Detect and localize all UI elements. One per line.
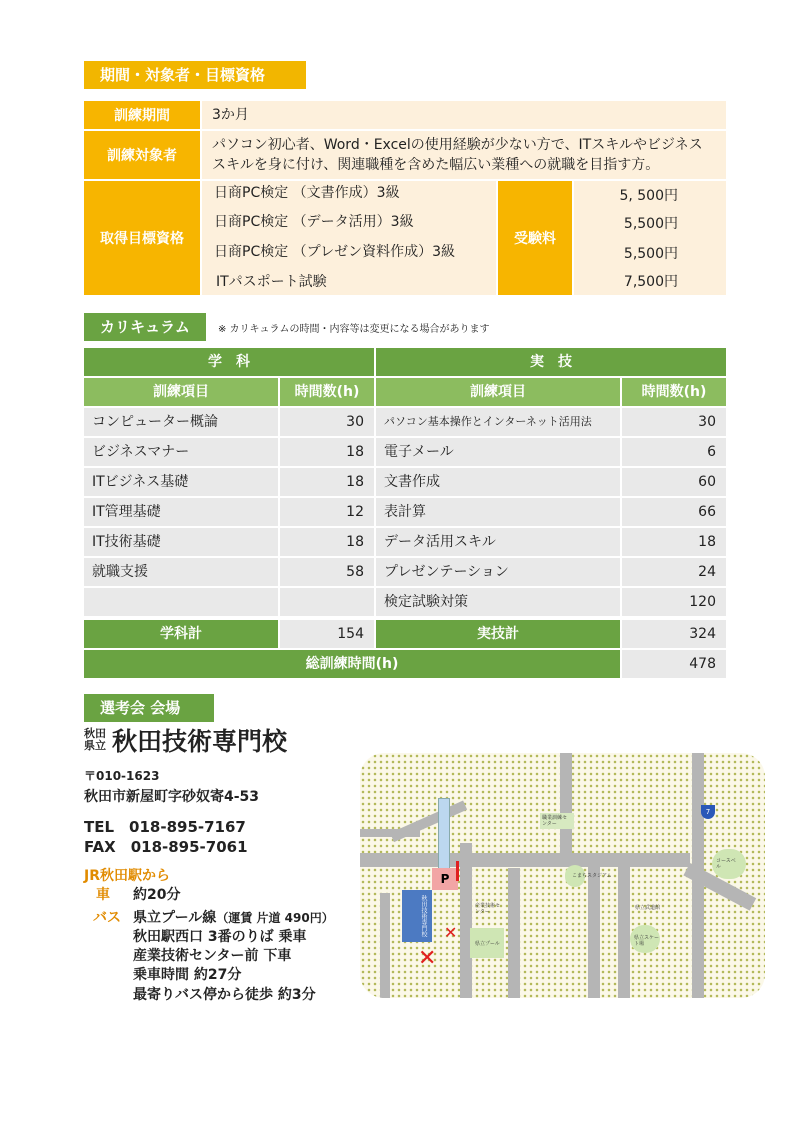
- road-vertical-3: [560, 753, 572, 853]
- section-title-period: 期間・対象者・目標資格: [84, 61, 306, 89]
- practice-col-item: 訓練項目: [376, 378, 620, 406]
- bus-line4: 乗車時間 約27分: [133, 967, 242, 983]
- qualification-table: [84, 101, 726, 295]
- period-value: 3か月: [202, 101, 726, 129]
- bus-line2: 秋田駅西口 3番のりば 乗車: [133, 929, 307, 945]
- road-west-stub: [360, 829, 420, 837]
- theory-item: 就職支援: [84, 558, 278, 586]
- school-building: 秋田技術専門校: [402, 890, 432, 942]
- cert-name-4: ITパスポート試験: [216, 274, 327, 290]
- practice-hours: 6: [622, 438, 726, 466]
- postal-code: 〒010-1623: [84, 769, 160, 783]
- map-label-center: 職業訓練センター: [540, 813, 574, 829]
- tel: TEL 018-895-7167: [84, 818, 246, 836]
- theory-item: [84, 588, 278, 616]
- target-label: 訓練対象者: [84, 131, 200, 179]
- bus-route: 県立プール線: [133, 910, 217, 926]
- parking-icon: P: [432, 868, 458, 890]
- fee-2: 5,500円: [623, 216, 678, 232]
- theory-col-item: 訓練項目: [84, 378, 278, 406]
- theory-item: ビジネスマナー: [84, 438, 278, 466]
- target-value: [202, 131, 726, 179]
- bus-line5: 最寄りバス停から徒歩 約3分: [133, 987, 316, 1003]
- theory-hours: 18: [280, 528, 374, 556]
- cert-label: 取得目標資格: [84, 181, 200, 295]
- practice-item: 表計算: [376, 498, 620, 526]
- route-arrow-icon: [456, 861, 459, 881]
- practice-total-label: 実技計: [376, 620, 620, 648]
- bus-fare: （運賃 片道 490円）: [216, 911, 334, 925]
- theory-hours: 58: [280, 558, 374, 586]
- cert-name-3: 日商PC検定 （プレゼン資料作成）3級: [214, 244, 456, 260]
- practice-item: パソコン基本操作とインターネット活用法: [376, 408, 620, 436]
- map-label-stadium: こまちスタジアム: [572, 873, 612, 879]
- curriculum-note: ※ カリキュラムの時間・内容等は変更になる場合があります: [218, 324, 490, 335]
- bus-line1: [133, 907, 334, 927]
- road-vertical-5: [618, 865, 630, 998]
- theory-hours: 18: [280, 438, 374, 466]
- practice-item: 検定試験対策: [376, 588, 620, 616]
- cert-name-2: 日商PC検定 （データ活用）3級: [214, 214, 414, 230]
- practice-item: プレゼンテーション: [376, 558, 620, 586]
- school-name: 秋田技術専門校: [112, 727, 288, 756]
- fee-4: 7,500円: [623, 274, 678, 290]
- theory-col-hours: 時間数(h): [280, 378, 374, 406]
- section-title-curriculum: カリキュラム: [84, 313, 206, 341]
- practice-hours: 60: [622, 468, 726, 496]
- theory-hours: [280, 588, 374, 616]
- practice-item: 文書作成: [376, 468, 620, 496]
- theory-item: コンピューター概論: [84, 408, 278, 436]
- road-vertical-4: [588, 865, 600, 998]
- access-heading: JR秋田駅から: [84, 868, 170, 884]
- theory-hours: 18: [280, 468, 374, 496]
- theory-hours: 12: [280, 498, 374, 526]
- theory-total-label: 学科計: [84, 620, 278, 648]
- address: 秋田市新屋町字砂奴寄4-53: [84, 789, 260, 805]
- school-prefix-1: 秋田: [84, 727, 106, 740]
- practice-hours: 30: [622, 408, 726, 436]
- map-label-pool: 県立プール: [475, 941, 500, 947]
- theory-total: 154: [280, 620, 374, 648]
- closed-marker-icon: ✕: [418, 946, 437, 971]
- grand-total: 478: [622, 650, 726, 678]
- grand-total-label: 総訓練時間(h): [84, 650, 620, 678]
- cert-name-1: 日商PC検定 （文書作成）3級: [214, 185, 400, 201]
- practice-item: 電子メール: [376, 438, 620, 466]
- target-line1: パソコン初心者、Word・Excelの使用経験が少ない方で、ITスキルやビジネス: [212, 137, 703, 153]
- fee-label: 受験料: [498, 181, 572, 295]
- theory-item: IT技術基礎: [84, 528, 278, 556]
- practice-hours: 66: [622, 498, 726, 526]
- road-vertical-1: [460, 843, 472, 998]
- practice-item: データ活用スキル: [376, 528, 620, 556]
- fee-list: [574, 181, 726, 295]
- road-vertical-2: [508, 868, 520, 998]
- period-label: 訓練期間: [84, 101, 200, 129]
- car-value: 約20分: [133, 887, 181, 903]
- school-prefix: [84, 728, 106, 752]
- cert-list: [202, 181, 496, 295]
- practice-col-hours: 時間数(h): [622, 378, 726, 406]
- road-horizontal-main: [360, 853, 690, 867]
- bus-label: バス: [93, 910, 121, 926]
- access-map: [360, 753, 765, 998]
- map-label-budokan: 県立武道館: [635, 905, 661, 911]
- map-label-industry: 産業技術センター: [475, 903, 501, 915]
- map-label-skate: 県立スケート場: [634, 935, 660, 947]
- practice-hours: 120: [622, 588, 726, 616]
- road-vertical-national: [692, 753, 704, 998]
- theory-item: IT管理基礎: [84, 498, 278, 526]
- route-shield-icon: 7: [701, 805, 715, 819]
- fee-1: 5, 500円: [619, 188, 678, 204]
- theory-header: 学 科: [84, 348, 374, 376]
- target-line2: スキルを身に付け、関連職種を含めた幅広い業種への就職を目指す方。: [212, 157, 660, 173]
- map-label-course: コースベル: [716, 858, 736, 870]
- practice-hours: 24: [622, 558, 726, 586]
- approach-sign: [438, 798, 450, 878]
- practice-header: 実 技: [376, 348, 726, 376]
- practice-hours: 18: [622, 528, 726, 556]
- practice-total: 324: [622, 620, 726, 648]
- fee-3: 5,500円: [623, 246, 678, 262]
- school-prefix-2: 県立: [84, 739, 106, 752]
- road-vertical-west: [380, 893, 390, 998]
- bus-line3: 産業技術センター前 下車: [133, 948, 292, 964]
- car-label: 車: [96, 887, 110, 903]
- section-title-venue: 選考会 会場: [84, 694, 214, 722]
- theory-hours: 30: [280, 408, 374, 436]
- theory-item: ITビジネス基礎: [84, 468, 278, 496]
- fax: FAX 018-895-7061: [84, 838, 248, 856]
- closed-marker-icon-2: ✕: [444, 923, 458, 942]
